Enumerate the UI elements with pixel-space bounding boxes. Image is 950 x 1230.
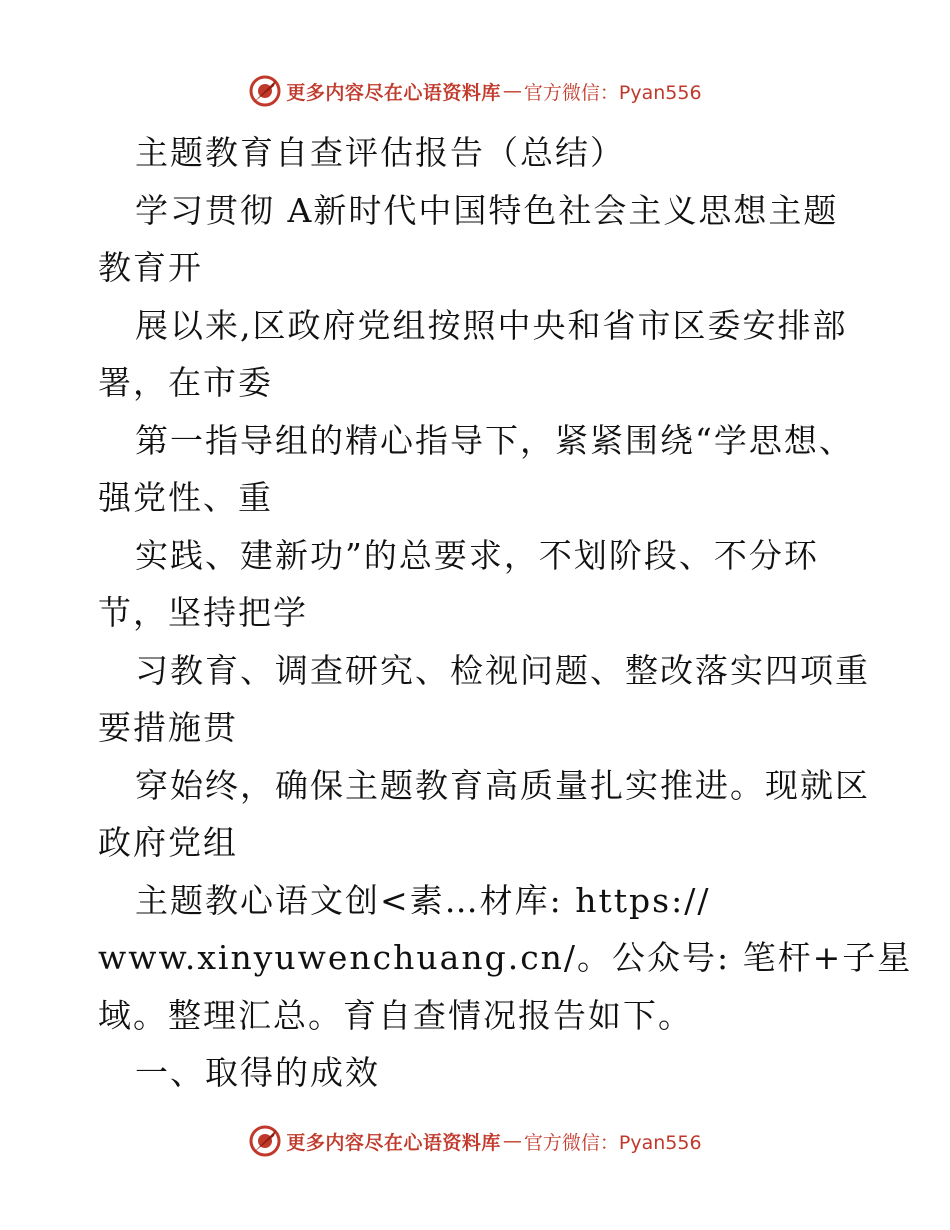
- body-line: 主题教心语文创<素…材库: https://: [135, 880, 711, 920]
- watermark-wechat: 官方微信：Pyan556: [523, 81, 702, 104]
- section-heading: 一、取得的成效: [135, 1053, 380, 1092]
- body-line: 节，坚持把学: [98, 593, 308, 632]
- body-line: 第一指导组的精心指导下，紧紧围绕“学思想、: [135, 420, 854, 460]
- watermark-slogan: 更多内容尽在心语资料库: [286, 81, 501, 104]
- body-line: 展以来,区政府党组按照中央和省市区委安排部: [135, 305, 848, 345]
- document-title: 主题教育自查评估报告（总结）: [135, 133, 625, 172]
- header-watermark: [0, 71, 950, 111]
- logo-icon: [248, 74, 282, 108]
- watermark-separator: —: [502, 1130, 522, 1152]
- footer-watermark: [0, 1121, 950, 1161]
- body-line: 穿始终，确保主题教育高质量扎实推进。现就区: [135, 765, 870, 805]
- document-body: [98, 124, 913, 1102]
- body-line: 政府党组: [98, 823, 238, 862]
- body-line: 强党性、重: [98, 478, 273, 517]
- watermark-wechat: 官方微信：Pyan556: [523, 1131, 702, 1154]
- body-line: 要措施贯: [98, 708, 238, 747]
- watermark-slogan: 更多内容尽在心语资料库: [286, 1131, 501, 1154]
- watermark-separator: —: [502, 80, 522, 102]
- body-line: 学习贯彻 A新时代中国特色社会主义思想主题: [135, 190, 839, 230]
- logo-icon: [248, 1124, 282, 1158]
- body-line: www.xinyuwenchuang.cn/。公众号: 笔杆+子星: [98, 938, 913, 977]
- body-line: 习教育、调查研究、检视问题、整改落实四项重: [135, 650, 870, 690]
- body-line: 教育开: [98, 248, 203, 287]
- body-line: 署，在市委: [98, 363, 273, 402]
- body-line: 域。整理汇总。育自查情况报告如下。: [98, 995, 693, 1035]
- body-line: 实践、建新功”的总要求，不划阶段、不分环: [135, 535, 819, 575]
